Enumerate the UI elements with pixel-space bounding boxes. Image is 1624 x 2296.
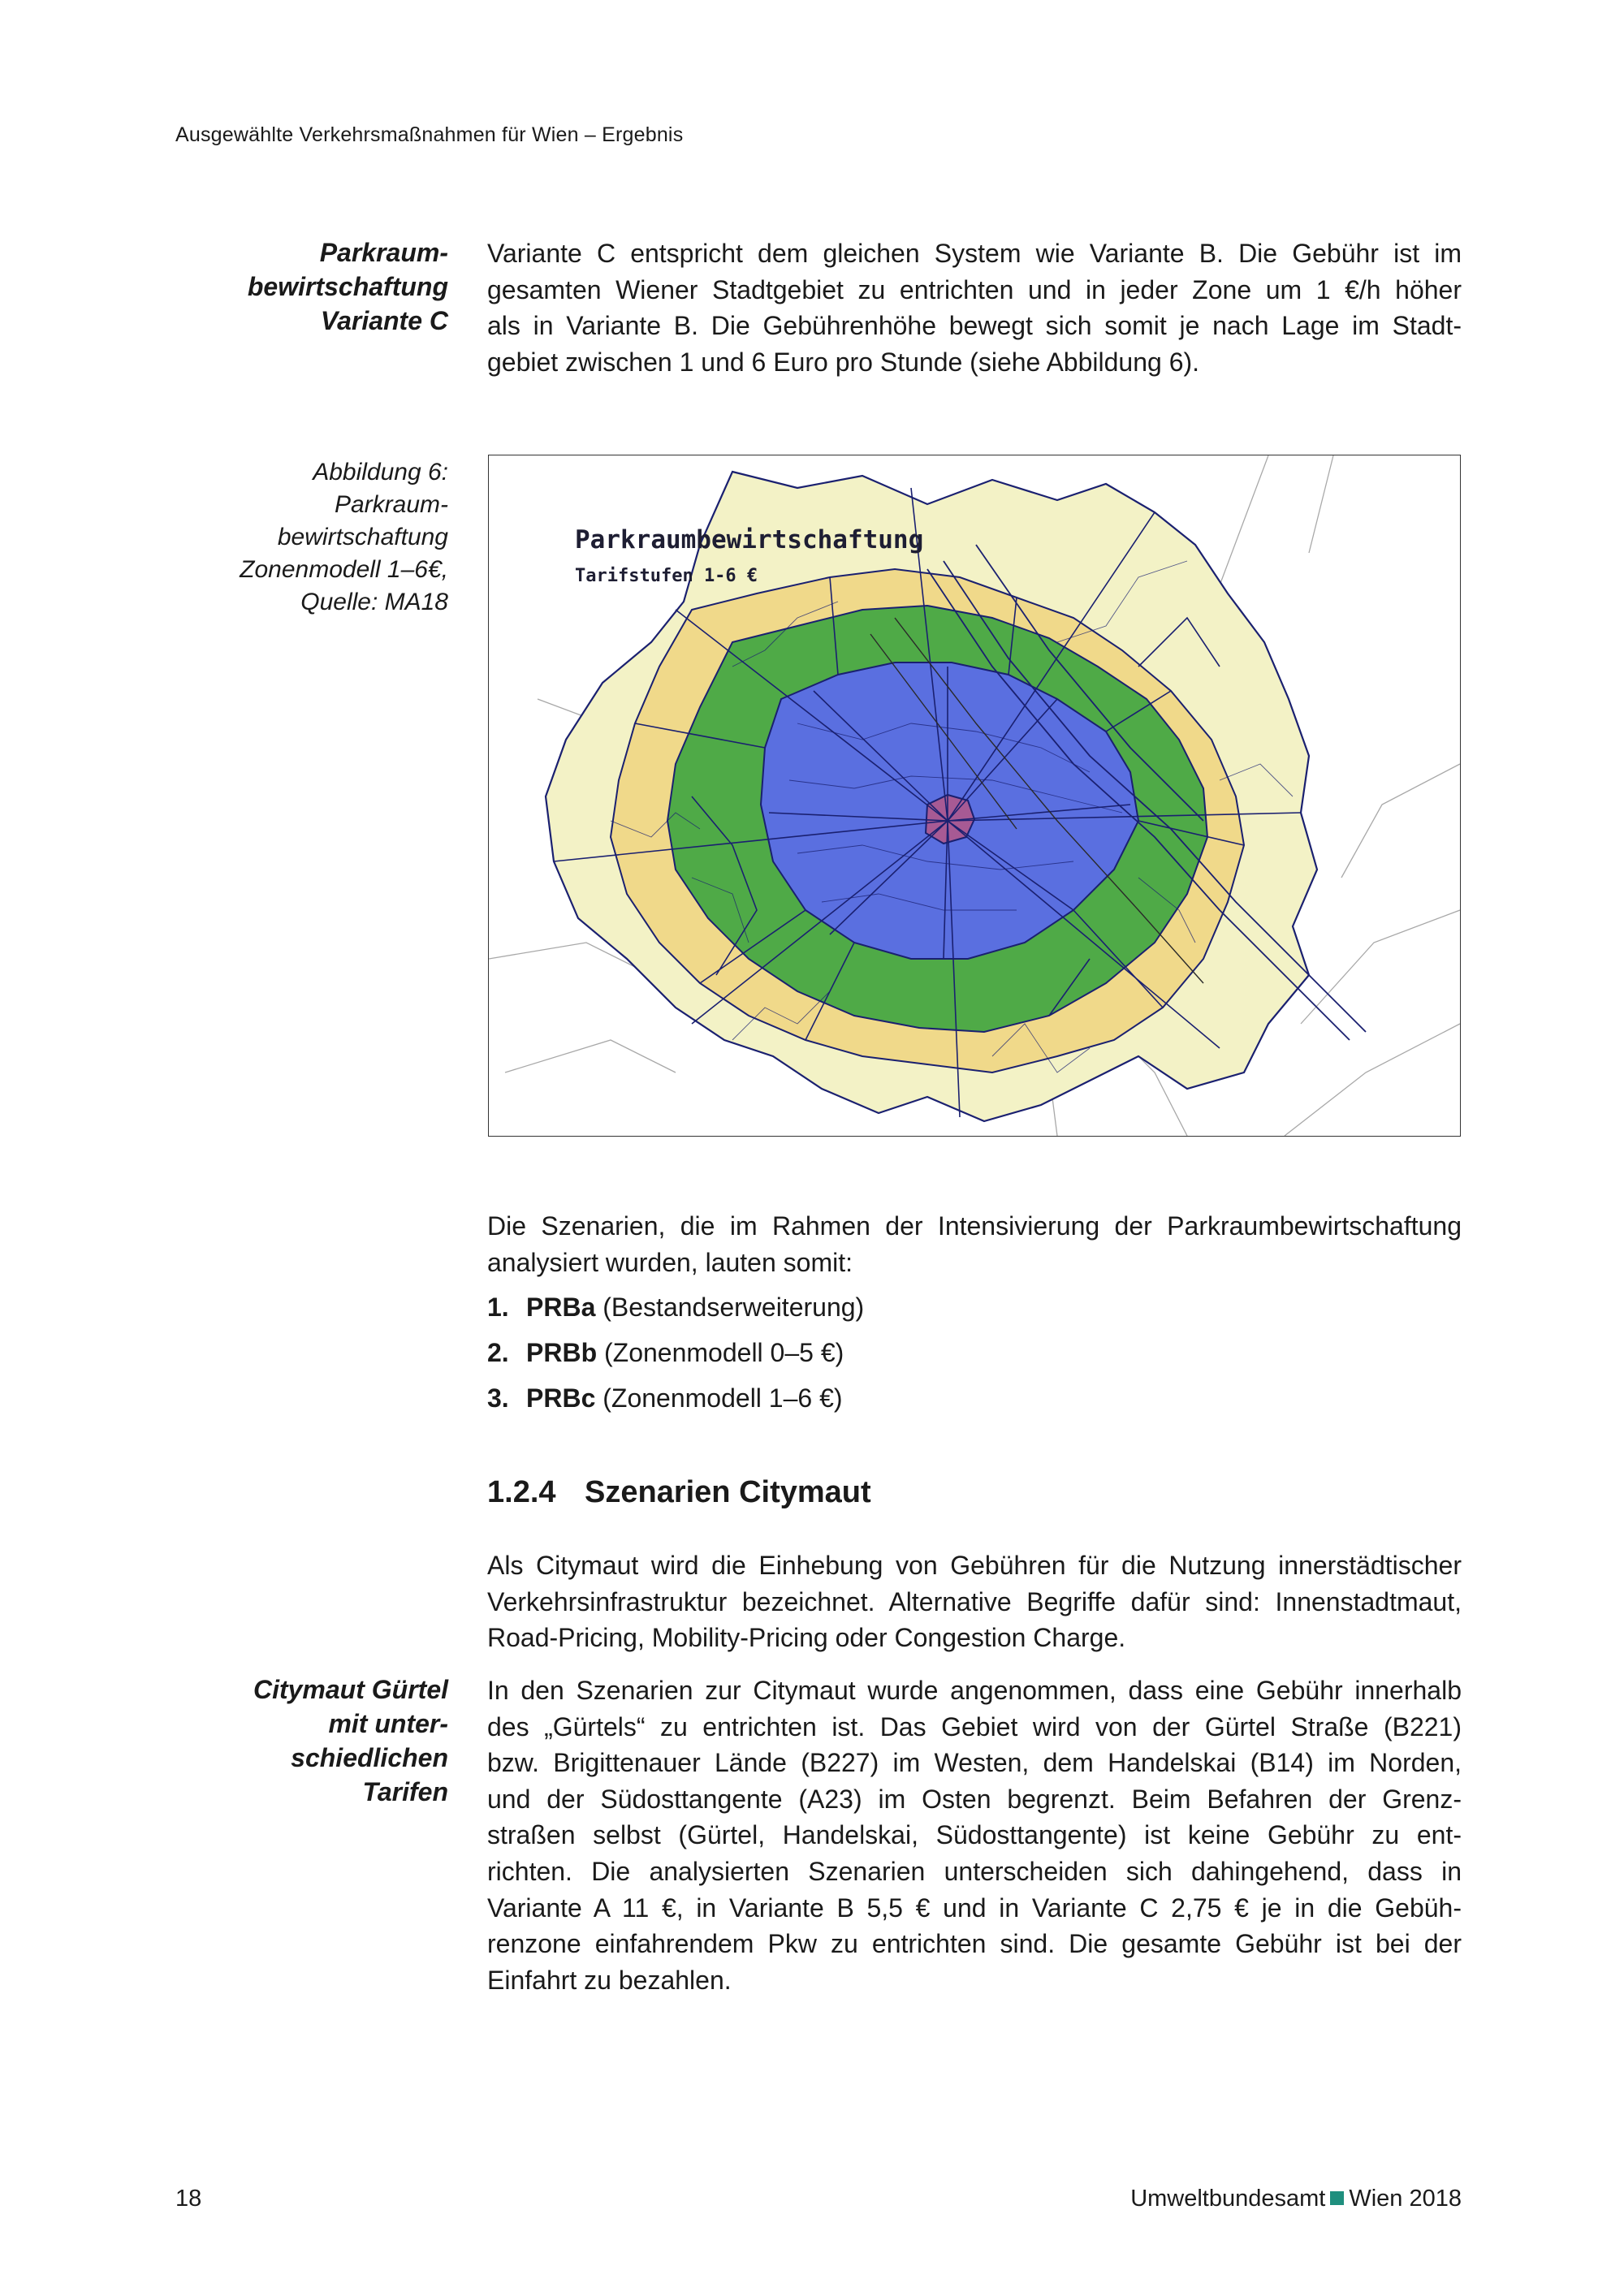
paragraph-line: Road-Pricing, Mobility-Pricing oder Congestion Charge.	[487, 1623, 1126, 1653]
paragraph-line: und der Südosttangente (A23) im Osten begrenzt. Beim Befahren der Grenz-	[487, 1784, 1462, 1814]
paragraph-line: Verkehrsinfrastruktur bezeichnet. Alternative Begriffe dafür sind: Innenstadtmaut,	[487, 1586, 1462, 1616]
scenario-code: PRBc	[526, 1383, 596, 1413]
intro-paragraph	[487, 235, 1462, 380]
page-number: 18	[175, 2186, 202, 2212]
list-item	[487, 1335, 864, 1380]
list-number: 2.	[487, 1338, 509, 1367]
citymaut-definition	[487, 1547, 1462, 1656]
paragraph-line: analysiert wurden, lauten somit:	[487, 1247, 853, 1277]
scenario-code: PRBb	[526, 1338, 598, 1367]
scenario-description: (Zonenmodell 1–6 €)	[603, 1383, 843, 1413]
scenario-description: (Bestandserweiterung)	[603, 1293, 865, 1322]
paragraph-line: Variante A 11 €, in Variante B 5,5 € und in Variante C 2,75 € je in die Gebüh-	[487, 1892, 1462, 1923]
paragraph-line: Variante C entspricht dem gleichen System wie Variante B. Die Gebühr ist im	[487, 239, 1462, 268]
parking-zone-map	[489, 455, 1460, 1136]
caption-line: Zonenmodell 1–6€,	[240, 556, 448, 583]
section-number: 1.2.4	[487, 1475, 556, 1509]
citymaut-paragraph	[487, 1672, 1462, 1998]
margin-note-parkraum-variante-c	[162, 235, 448, 338]
section-title: Szenarien Citymaut	[585, 1475, 871, 1509]
paragraph-line: Die Szenarien, die im Rahmen der Intensivierung der Parkraumbewirtschaftung	[487, 1211, 1462, 1241]
list-item	[487, 1380, 864, 1426]
margin-note-line: mit unter-	[328, 1709, 448, 1738]
parking-zone-map-figure	[488, 455, 1461, 1137]
map-title: Parkraumbewirtschaftung	[575, 525, 924, 555]
paragraph-line: des „Gürtels“ zu entrichten ist. Das Gebiet wird von der Gürtel Straße (B221)	[487, 1711, 1462, 1741]
list-number: 1.	[487, 1293, 509, 1322]
paragraph-line: als in Variante B. Die Gebührenhöhe bewegt sich somit je nach Lage im Stadt-	[487, 311, 1462, 341]
paragraph-line: richten. Die analysierten Szenarien unterscheiden sich dahingehend, dass in	[487, 1856, 1462, 1886]
section-heading	[487, 1475, 871, 1510]
paragraph-line: Als Citymaut wird die Einhebung von Gebühren für die Nutzung innerstädtischer	[487, 1551, 1462, 1580]
list-number: 3.	[487, 1383, 509, 1413]
margin-note-line: bewirtschaftung	[247, 272, 448, 301]
paragraph-line: gesamten Wiener Stadtgebiet zu entrichten und in jeder Zone um 1 €/h höher	[487, 274, 1462, 304]
publisher-name: Umweltbundesamt	[1130, 2186, 1326, 2212]
footer-publisher	[1130, 2186, 1462, 2212]
publisher-logo-square-icon	[1330, 2191, 1344, 2205]
running-header: Ausgewählte Verkehrsmaßnahmen für Wien – Ergebnis	[175, 123, 684, 146]
figure-caption	[211, 456, 448, 619]
scenario-code: PRBa	[526, 1293, 596, 1322]
margin-note-line: schiedlichen	[291, 1743, 448, 1772]
paragraph-line: In den Szenarien zur Citymaut wurde angenommen, dass eine Gebühr innerhalb	[487, 1676, 1462, 1705]
paragraph-line: renzone einfahrendem Pkw zu entrichten sind. Die gesamte Gebühr ist bei der	[487, 1929, 1462, 1959]
publisher-location-year: Wien 2018	[1349, 2186, 1462, 2212]
map-subtitle: Tarifstufen 1-6 €	[575, 566, 758, 586]
margin-note-line: Citymaut Gürtel	[253, 1675, 448, 1704]
paragraph-line: bzw. Brigittenauer Lände (B227) im Westen, dem Handelskai (B14) im Norden,	[487, 1748, 1462, 1778]
scenario-list	[487, 1289, 864, 1426]
paragraph-line: gebiet zwischen 1 und 6 Euro pro Stunde (siehe Abbildung 6).	[487, 347, 1200, 377]
paragraph-line: Einfahrt zu bezahlen.	[487, 1965, 732, 1995]
caption-line: Abbildung 6:	[313, 459, 448, 486]
scenarios-intro	[487, 1208, 1462, 1280]
margin-note-line: Tarifen	[362, 1777, 448, 1806]
margin-note-line: Parkraum-	[319, 238, 448, 267]
scenario-description: (Zonenmodell 0–5 €)	[604, 1338, 844, 1367]
caption-line: Parkraum-	[334, 491, 448, 518]
caption-line: bewirtschaftung	[277, 524, 448, 550]
list-item	[487, 1289, 864, 1335]
caption-line: Quelle: MA18	[300, 589, 448, 615]
paragraph-line: straßen selbst (Gürtel, Handelskai, Südosttangente) ist keine Gebühr zu ent-	[487, 1820, 1462, 1850]
margin-note-line: Variante C	[320, 306, 448, 335]
margin-note-citymaut	[162, 1672, 448, 1809]
